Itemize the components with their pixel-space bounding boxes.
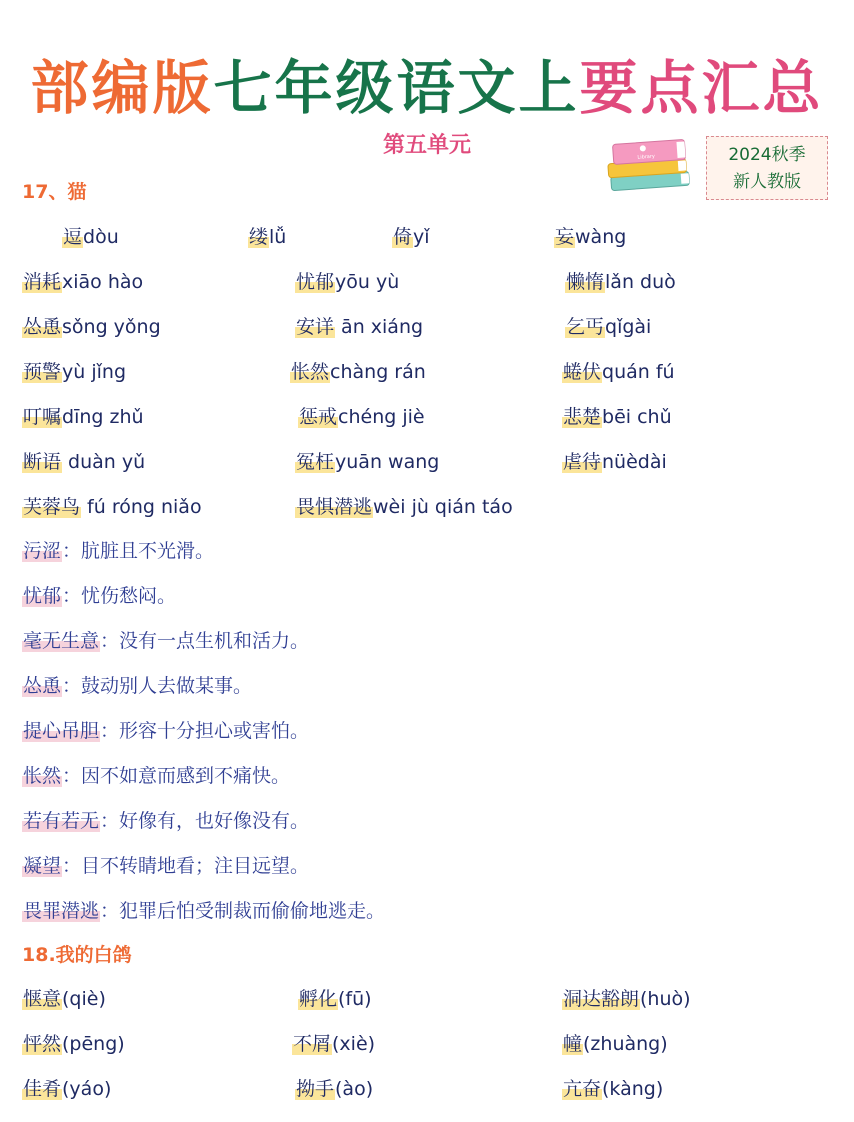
vocab-item xyxy=(295,1074,373,1104)
vocab-pinyin: chéng jiè xyxy=(338,406,425,428)
page-title xyxy=(0,48,854,128)
vocab-pinyin: quán fú xyxy=(602,361,675,383)
vocab-word: 悲楚 xyxy=(563,406,602,428)
definition-term: 污涩 xyxy=(23,540,62,562)
vocab-word: 怂恿 xyxy=(23,316,62,338)
vocab-pinyin: (xiè) xyxy=(332,1033,376,1055)
vocab-pinyin: (yáo) xyxy=(62,1078,112,1100)
definition-text: ：目不转睛地看；注目远望。 xyxy=(62,855,310,877)
vocab-item xyxy=(392,222,430,252)
badge-line-1: 2024秋季 xyxy=(728,145,806,165)
vocab-word: 虐待 xyxy=(563,451,602,473)
vocab-pinyin: xiāo hào xyxy=(62,271,144,293)
vocab-pinyin: wèi jù qián táo xyxy=(373,496,513,518)
vocab-word: 断语 xyxy=(23,451,62,473)
vocab-word: 幢 xyxy=(563,1033,583,1055)
vocab-item xyxy=(62,222,119,252)
vocab-word: 安详 xyxy=(296,316,335,338)
vocab-pinyin: (zhuàng) xyxy=(583,1033,668,1055)
vocab-item xyxy=(562,402,672,432)
vocab-pinyin: wàng xyxy=(575,226,627,248)
vocab-word: 妄 xyxy=(555,226,575,248)
vocab-pinyin: lǚ xyxy=(269,226,287,248)
vocab-item xyxy=(22,447,145,477)
definition-item xyxy=(22,626,309,656)
vocab-item xyxy=(295,447,439,477)
vocab-pinyin: qǐgài xyxy=(605,316,652,338)
vocab-pinyin: ān xiáng xyxy=(335,316,424,338)
definition-item xyxy=(22,581,176,611)
vocab-item xyxy=(248,222,286,252)
vocab-word: 拗手 xyxy=(296,1078,335,1100)
vocab-item xyxy=(565,312,651,342)
badge-line-2: 新人教版 xyxy=(733,172,801,192)
vocab-word: 惬意 xyxy=(23,988,62,1010)
vocab-item xyxy=(562,357,675,387)
vocab-word: 缕 xyxy=(249,226,269,248)
vocab-item xyxy=(298,984,372,1014)
vocab-word: 洞达豁朗 xyxy=(563,988,640,1010)
vocab-pinyin: nüèdài xyxy=(602,451,667,473)
vocab-word: 惩戒 xyxy=(299,406,338,428)
vocab-item xyxy=(298,402,425,432)
vocab-item xyxy=(295,312,423,342)
title-part-1: 部编版 xyxy=(30,54,214,122)
svg-text:Library: Library xyxy=(637,153,656,161)
vocab-word: 乞丐 xyxy=(566,316,605,338)
definition-text: ：犯罪后怕受制裁而偷偷地逃走。 xyxy=(100,900,386,922)
vocab-item xyxy=(562,984,691,1014)
vocab-item xyxy=(295,267,399,297)
title-part-3: 要点汇总 xyxy=(579,54,824,122)
definition-term: 怅然 xyxy=(23,765,62,787)
vocab-item xyxy=(22,1074,111,1104)
vocab-pinyin: dīng zhǔ xyxy=(62,406,144,428)
lesson-17-title: 17、猫 xyxy=(22,181,87,203)
definition-term: 忧郁 xyxy=(23,585,62,607)
vocab-word: 懒惰 xyxy=(566,271,605,293)
definition-text: ：因不如意而感到不痛快。 xyxy=(62,765,291,787)
vocab-pinyin: (kàng) xyxy=(602,1078,664,1100)
vocab-item xyxy=(22,312,161,342)
vocab-pinyin: lǎn duò xyxy=(605,271,676,293)
vocab-word: 亢奋 xyxy=(563,1078,602,1100)
vocab-item xyxy=(22,1029,125,1059)
vocab-pinyin: yuān wang xyxy=(335,451,440,473)
vocab-word: 怦然 xyxy=(23,1033,62,1055)
definition-text: ：鼓动别人去做某事。 xyxy=(62,675,253,697)
vocab-pinyin: yù jǐng xyxy=(62,361,127,383)
vocab-word: 忧郁 xyxy=(296,271,335,293)
unit-subtitle: 第五单元 xyxy=(382,133,471,158)
vocab-item xyxy=(22,267,143,297)
vocab-item xyxy=(562,1029,668,1059)
vocab-pinyin: (fū) xyxy=(338,988,372,1010)
vocab-word: 芙蓉鸟 xyxy=(23,496,81,518)
definition-item xyxy=(22,671,252,701)
vocab-item xyxy=(562,447,667,477)
vocab-item xyxy=(292,1029,375,1059)
vocab-word: 消耗 xyxy=(23,271,62,293)
title-part-2: 七年级语文上 xyxy=(213,54,580,122)
definition-item xyxy=(22,716,309,746)
definition-text: ：形容十分担心或害怕。 xyxy=(100,720,310,742)
definition-item xyxy=(22,851,309,881)
vocab-word: 逗 xyxy=(63,226,83,248)
vocab-item xyxy=(290,357,426,387)
vocab-item xyxy=(22,492,202,522)
vocab-item xyxy=(22,357,126,387)
vocab-pinyin: bēi chǔ xyxy=(602,406,672,428)
vocab-pinyin: chàng rán xyxy=(330,361,426,383)
definition-item xyxy=(22,806,309,836)
lesson-18-title: 18.我的白鸽 xyxy=(22,944,132,966)
vocab-word: 倚 xyxy=(393,226,413,248)
vocab-pinyin: dòu xyxy=(83,226,119,248)
vocab-pinyin: (qiè) xyxy=(62,988,106,1010)
vocab-word: 冤枉 xyxy=(296,451,335,473)
definition-term: 怂恿 xyxy=(23,675,62,697)
definition-term: 提心吊胆 xyxy=(23,720,100,742)
definition-item xyxy=(22,761,290,791)
vocab-item xyxy=(565,267,676,297)
vocab-item xyxy=(562,1074,663,1104)
definition-text: ：忧伤愁闷。 xyxy=(62,585,177,607)
vocab-item xyxy=(295,492,513,522)
vocab-word: 蜷伏 xyxy=(563,361,602,383)
definition-item xyxy=(22,896,385,926)
vocab-item xyxy=(554,222,626,252)
edition-badge xyxy=(706,136,828,200)
definition-term: 若有若无 xyxy=(23,810,100,832)
vocab-word: 怅然 xyxy=(291,361,330,383)
vocab-pinyin: duàn yǔ xyxy=(62,451,146,473)
vocab-item xyxy=(22,984,106,1014)
definition-item xyxy=(22,536,214,566)
definition-term: 凝望 xyxy=(23,855,62,877)
vocab-pinyin: yǐ xyxy=(413,226,430,248)
vocab-pinyin: sǒng yǒng xyxy=(62,316,161,338)
vocab-pinyin: (huò) xyxy=(640,988,691,1010)
vocab-pinyin: (ào) xyxy=(335,1078,374,1100)
vocab-word: 叮嘱 xyxy=(23,406,62,428)
definition-text: ：没有一点生机和活力。 xyxy=(100,630,310,652)
vocab-word: 预警 xyxy=(23,361,62,383)
vocab-word: 不屑 xyxy=(293,1033,332,1055)
vocab-word: 孵化 xyxy=(299,988,338,1010)
vocab-item xyxy=(22,402,144,432)
vocab-pinyin: yōu yù xyxy=(335,271,400,293)
definition-term: 畏罪潜逃 xyxy=(23,900,100,922)
definition-text: ：肮脏且不光滑。 xyxy=(62,540,215,562)
books-icon xyxy=(604,134,694,196)
definition-term: 毫无生意 xyxy=(23,630,100,652)
vocab-word: 佳肴 xyxy=(23,1078,62,1100)
vocab-pinyin: fú róng niǎo xyxy=(81,496,202,518)
vocab-pinyin: (pēng) xyxy=(62,1033,125,1055)
definition-text: ：好像有，也好像没有。 xyxy=(100,810,310,832)
vocab-word: 畏惧潜逃 xyxy=(296,496,373,518)
